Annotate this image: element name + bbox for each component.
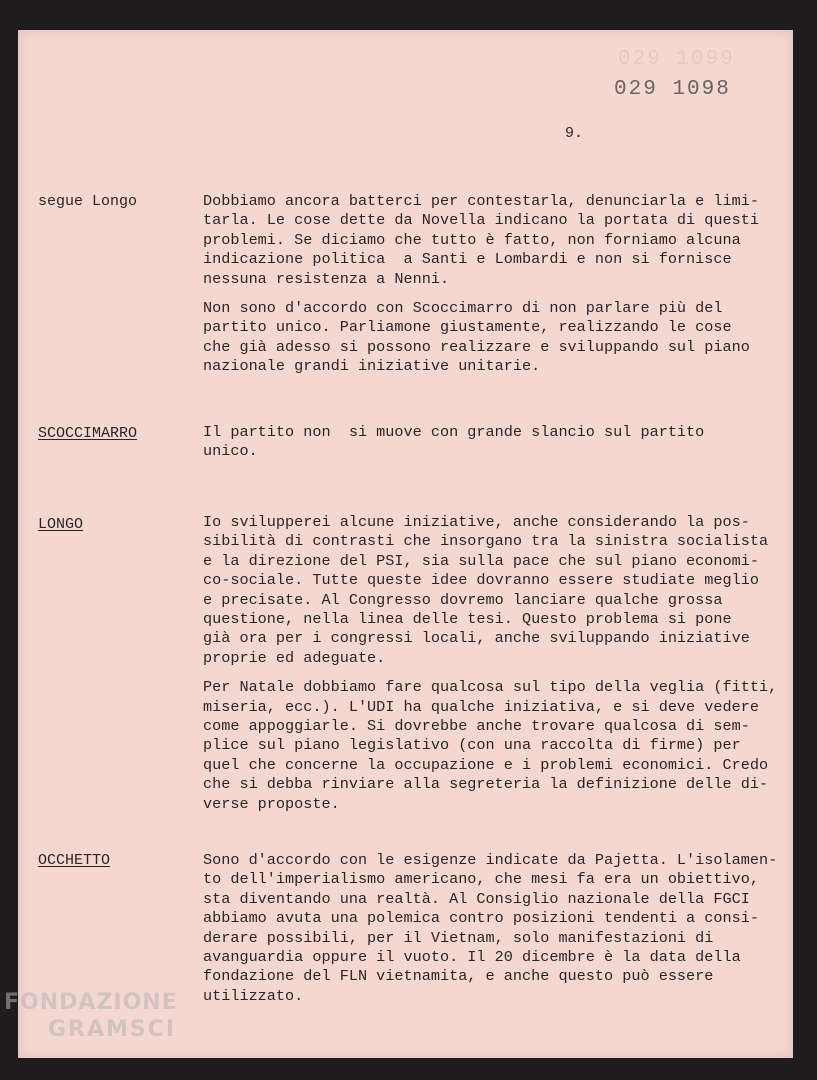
fondazione-gramsci-watermark	[4, 990, 178, 1042]
paragraph: Non sono d'accordo con Scoccimarro di non parlare più del partito unico. Parliamone giustamente, realizzando le cose che già adesso si possono realizzare e sviluppando sul piano nazionale grandi iniziative unitarie.	[203, 299, 750, 376]
paragraph: Sono d'accordo con le esigenze indicate da Pajetta. L'isolamen- to dell'imperialismo americano, che mesi fa era un obiettivo, sta diventando una realtà. Al Consiglio nazionale della FGCI abbiamo avuta una polemica contro posizioni tendenti a consi- derare possibili, per il Vietnam, solo manifestazioni di avanguardia oppure il vuoto. Il 20 dicembre è la data della fondazione del FLN vietnamita, e anche questo può essere utilizzato.	[203, 851, 778, 1005]
speaker-label: OCCHETTO	[38, 852, 111, 869]
speech-block	[203, 851, 793, 1006]
archive-number-ghost: 029 1099	[618, 48, 735, 71]
speech-block	[203, 513, 793, 814]
speaker-label: SCOCCIMARRO	[38, 425, 138, 442]
paragraph: Io svilupperei alcune iniziative, anche considerando la pos- sibilità di contrasti che insorgano tra la sinistra socialista e la direzione del PSI, sia sulla pace che sul piano economi- co-sociale. Tutte queste idee dovranno essere studiate meglio e precisate. Al Congresso dovremo lanciare qualche grossa questione, nella linea delle tesi. Questo problema si pone già ora per i congressi locali, anche sviluppando iniziative proprie ed adeguate.	[203, 513, 769, 667]
speaker-label: LONGO	[38, 516, 84, 533]
archive-number-stamp: 029 1098	[614, 78, 731, 101]
paragraph: Il partito non si muove con grande slancio sul partito unico.	[203, 423, 705, 461]
paragraph: Per Natale dobbiamo fare qualcosa sul tipo della veglia (fitti, miseria, ecc.). L'UDI ha qualche iniziativa, e si deve vedere come appoggiarle. Si dovrebbe anche trovare qualcosa di sem- plice sul piano legislativo (con una raccolta di firme) per quel che concerne la occupazione e i problemi economici. Credo che si debba rinviare alla segreteria la definizione delle di- verse proposte.	[203, 678, 778, 813]
speech-block	[203, 192, 793, 377]
watermark-line-2: GRAMSCI	[48, 1017, 177, 1042]
page-number: 9.	[565, 125, 584, 142]
bleed-through-decoration	[200, 170, 780, 180]
speech-block	[203, 423, 793, 462]
watermark-line-1: FONDAZIONE	[4, 990, 178, 1015]
speaker-label: segue Longo	[38, 193, 138, 210]
paragraph: Dobbiamo ancora batterci per contestarla, denunciarla e limi- tarla. Le cose dette da Novella indicano la portata di questi problemi. Se diciamo che tutto è fatto, non forniamo alcuna indicazione politica a Santi e Lombardi e non si fornisce nessuna resistenza a Nenni.	[203, 192, 759, 288]
